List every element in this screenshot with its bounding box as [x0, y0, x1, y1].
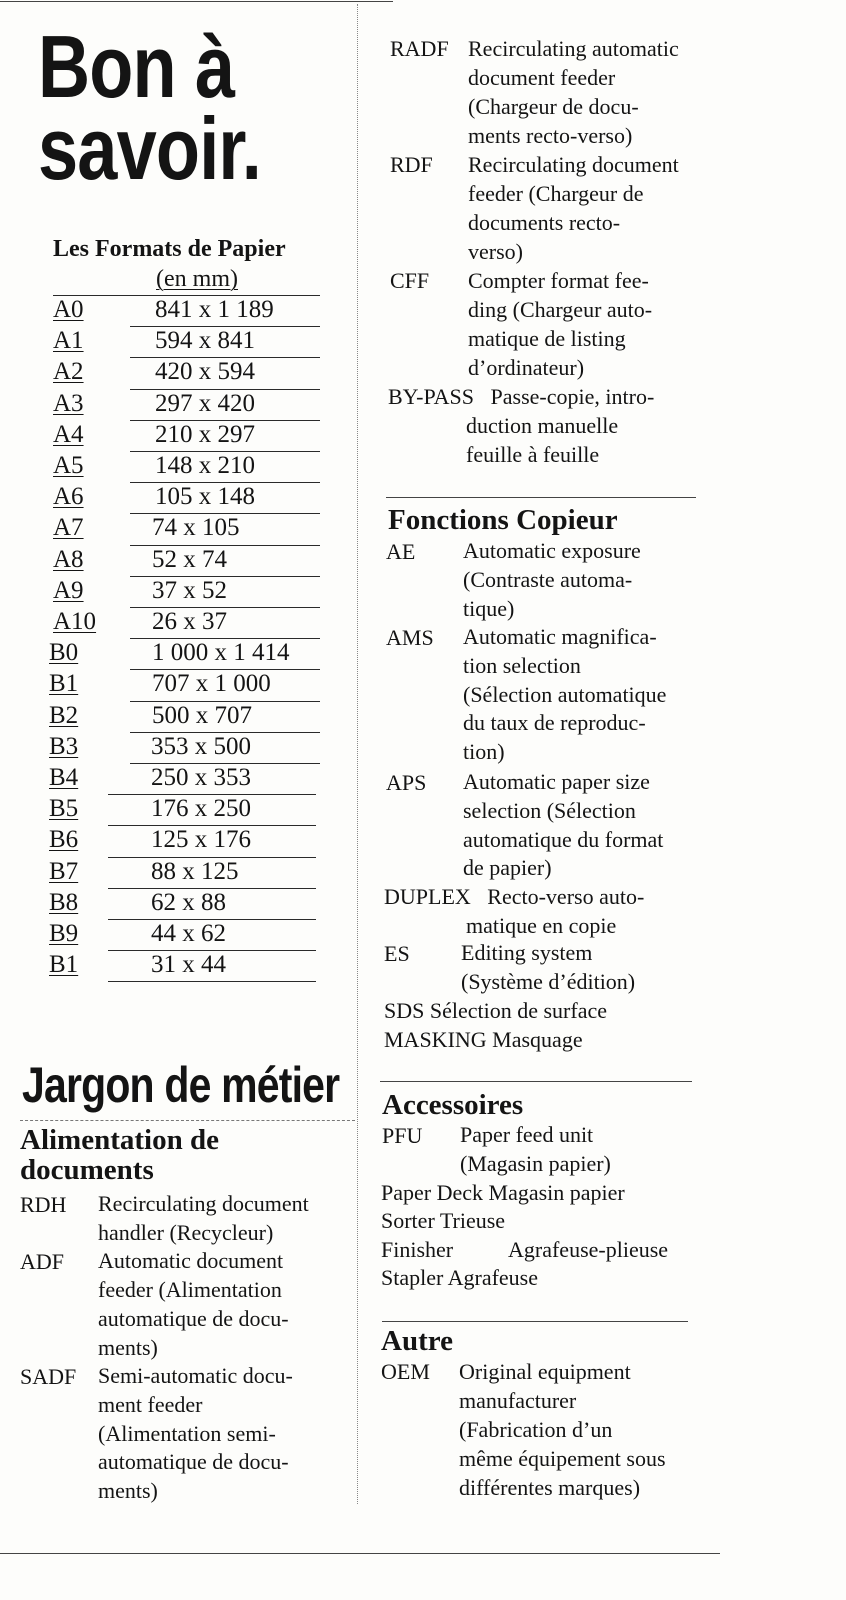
format-name: B8	[49, 888, 79, 916]
format-name: B1	[49, 951, 79, 979]
copier-entry	[386, 623, 726, 767]
copier-heading: Fonctions Copieur	[388, 504, 618, 536]
entry-line: Paper feed unit	[460, 1122, 594, 1147]
format-row	[53, 450, 322, 481]
pfu-lines	[382, 1121, 722, 1178]
format-size: 31 x 44	[151, 951, 226, 979]
bypass-abbr: BY-PASS	[388, 384, 475, 409]
jargon-title: Jargon de métier	[22, 1057, 340, 1113]
entry-abbr: SADF	[20, 1364, 77, 1390]
format-name: A9	[53, 576, 84, 604]
format-size: 37 x 52	[152, 576, 227, 604]
entry-line: tion selection	[463, 652, 581, 678]
entry-line: d’ordinateur)	[468, 355, 585, 380]
format-size: 125 x 176	[151, 826, 251, 854]
feeding-heading	[20, 1125, 219, 1185]
entry-line: feeder (Alimentation	[98, 1277, 282, 1303]
jargon-rule	[20, 1120, 355, 1121]
format-row	[53, 481, 322, 512]
entry-line: tion)	[463, 739, 505, 765]
entry-line: manufacturer	[459, 1388, 577, 1413]
entry-line: du taux de reproduc-	[463, 710, 646, 736]
formats-heading: Les Formats de Papier	[53, 236, 286, 262]
page-title	[38, 17, 261, 198]
entry-line: Recirculating document	[98, 1191, 309, 1216]
entry-abbr: AE	[386, 539, 416, 564]
bottom-rule	[0, 1553, 720, 1554]
es-lines	[384, 939, 724, 996]
format-name: A7	[53, 514, 84, 542]
format-row	[49, 762, 322, 793]
duplex-entry	[384, 882, 644, 911]
entry-line: Automatic exposure	[463, 538, 641, 563]
entry-line: Compter format fee-	[468, 268, 649, 293]
paper-deck-entry: Paper Deck Magasin papier	[381, 1180, 625, 1205]
format-size: 26 x 37	[152, 608, 227, 635]
entry-line: ment feeder	[98, 1391, 203, 1417]
copier-entry	[386, 768, 726, 883]
feeding-entry	[20, 1362, 360, 1506]
entry-line: Recirculating document	[468, 152, 679, 177]
format-row	[53, 294, 322, 325]
entry-line: même équipement sous	[459, 1446, 666, 1471]
format-size: 52 x 74	[152, 545, 227, 573]
format-row	[49, 668, 322, 699]
format-row	[49, 949, 322, 980]
entry-line: ding (Chargeur auto-	[468, 297, 653, 322]
entry-line: (Contraste automa-	[463, 566, 633, 592]
format-size: 44 x 62	[151, 920, 226, 947]
format-row	[53, 606, 322, 637]
entry-line: différentes marques)	[459, 1475, 641, 1500]
other-heading: Autre	[381, 1325, 453, 1357]
format-row	[49, 824, 322, 855]
entry-line: automatique de docu-	[98, 1305, 289, 1331]
top-rule	[0, 1, 393, 2]
stapler-entry: Stapler Agrafeuse	[381, 1265, 538, 1290]
entry-line: Editing system	[461, 940, 593, 965]
feeding-heading-line2: documents	[20, 1154, 154, 1186]
sds-entry: SDS Sélection de surface	[384, 998, 607, 1023]
entry-line: duction manuelle	[466, 413, 619, 438]
rule-copier	[386, 497, 696, 498]
finisher-label: Finisher	[381, 1237, 454, 1262]
format-size: 594 x 841	[155, 327, 255, 355]
duplex-lines	[384, 911, 724, 940]
entry-abbr: RADF	[390, 36, 449, 61]
format-size: 297 x 420	[155, 389, 255, 417]
format-size: 841 x 1 189	[155, 296, 274, 323]
format-name: B4	[49, 764, 79, 791]
format-row	[49, 793, 322, 824]
entry-abbr: PFU	[382, 1123, 423, 1148]
entry-line: Automatic paper size	[463, 769, 650, 794]
entry-abbr: ADF	[20, 1249, 65, 1275]
rule-accessories	[380, 1081, 692, 1082]
format-name: B2	[49, 701, 79, 729]
format-name: B5	[49, 795, 79, 823]
entry-line: selection (Sélection	[463, 797, 636, 823]
entry-line: Automatic document	[98, 1248, 284, 1274]
format-size: 420 x 594	[155, 358, 255, 386]
entry-line: automatique du format	[463, 826, 664, 852]
feeder-entry	[390, 34, 730, 150]
duplex-abbr: DUPLEX	[384, 884, 471, 909]
format-size: 210 x 297	[155, 420, 255, 448]
bypass-lines	[388, 411, 728, 469]
format-row	[53, 388, 322, 419]
page-title-line1: Bon à	[38, 17, 235, 116]
feeding-entry	[20, 1247, 360, 1362]
entry-abbr: ES	[384, 941, 410, 966]
entry-line: feuille à feuille	[466, 442, 600, 467]
format-row	[49, 887, 322, 918]
entry-line: (Fabrication d’un	[459, 1417, 613, 1442]
entry-abbr: RDH	[20, 1192, 67, 1217]
format-name: B1	[49, 670, 79, 698]
duplex-first-line: Recto-verso auto-	[487, 884, 645, 909]
format-row	[53, 356, 322, 387]
masking-entry: MASKING Masquage	[384, 1027, 583, 1052]
entry-abbr: OEM	[381, 1359, 430, 1384]
finisher-value: Agrafeuse-plieuse	[508, 1237, 669, 1262]
format-row	[49, 918, 322, 949]
format-size: 500 x 707	[152, 701, 252, 729]
format-name: A3	[53, 389, 84, 417]
entry-line: document feeder	[468, 65, 616, 90]
feeding-entry	[20, 1190, 360, 1247]
rule-other	[382, 1321, 688, 1322]
format-name: B3	[49, 732, 79, 760]
entry-line: Automatic magnifica-	[463, 624, 657, 649]
sorter-entry: Sorter Trieuse	[381, 1208, 506, 1233]
format-row	[53, 419, 322, 450]
bypass-entry	[388, 382, 654, 411]
oem-lines	[381, 1357, 721, 1502]
format-size: 353 x 500	[151, 732, 251, 760]
entry-line: ments)	[98, 1478, 158, 1503]
entry-line: automatique de docu-	[98, 1449, 289, 1475]
entry-abbr: APS	[386, 770, 427, 795]
entry-line: tique)	[463, 595, 515, 621]
format-row-rule	[108, 981, 316, 982]
accessories-heading: Accessoires	[382, 1089, 524, 1121]
format-name: A6	[53, 483, 84, 511]
page-title-line2: savoir.	[38, 99, 261, 198]
format-row	[49, 637, 322, 668]
format-row	[49, 856, 322, 887]
format-name: A8	[53, 545, 84, 573]
format-size: 105 x 148	[155, 483, 255, 511]
feeder-entry	[390, 150, 730, 266]
format-name: B9	[49, 920, 79, 947]
formats-unit: (en mm)	[156, 266, 238, 292]
entry-line: feeder (Chargeur de	[468, 181, 644, 206]
entry-line: Original equipment	[459, 1359, 631, 1384]
format-size: 1 000 x 1 414	[152, 639, 290, 667]
format-row	[53, 512, 322, 543]
copier-entry	[386, 537, 726, 623]
format-row	[53, 544, 322, 575]
entry-line: matique en copie	[466, 913, 617, 938]
format-size: 707 x 1 000	[152, 670, 271, 698]
format-name: B7	[49, 857, 79, 885]
format-size: 88 x 125	[151, 857, 239, 885]
entry-line: Semi-automatic docu-	[98, 1363, 293, 1389]
entry-line: matique de listing	[468, 326, 626, 351]
entry-line: (Chargeur de docu-	[468, 94, 639, 119]
format-row	[49, 700, 322, 731]
format-name: B0	[49, 639, 79, 667]
format-name: A4	[53, 420, 84, 448]
format-size: 62 x 88	[151, 888, 226, 916]
format-name: A2	[53, 358, 84, 386]
entry-line: (Sélection automatique	[463, 681, 667, 707]
entry-line: ments recto-verso)	[468, 123, 633, 148]
entry-line: (Magasin papier)	[460, 1150, 611, 1176]
entry-abbr: RDF	[390, 152, 433, 177]
entry-abbr: AMS	[386, 625, 434, 650]
format-row	[49, 731, 322, 762]
entry-line: verso)	[468, 239, 523, 264]
entry-line: handler (Recycleur)	[98, 1219, 274, 1245]
entry-line: de papier)	[463, 855, 552, 881]
format-name: A1	[53, 327, 84, 355]
entry-line: (Alimentation semi-	[98, 1420, 276, 1446]
format-name: A5	[53, 452, 84, 479]
format-size: 74 x 105	[152, 514, 240, 542]
format-size: 148 x 210	[155, 452, 255, 479]
format-size: 176 x 250	[151, 795, 251, 823]
entry-line: Recirculating automatic	[468, 36, 679, 61]
format-name: B6	[49, 826, 79, 854]
entry-line: documents recto-	[468, 210, 621, 235]
entry-line: (Système d’édition)	[461, 968, 636, 994]
format-row	[53, 325, 322, 356]
bypass-first-line: Passe-copie, intro-	[490, 384, 655, 409]
format-size: 250 x 353	[151, 764, 251, 791]
format-name: A10	[53, 608, 97, 635]
feeder-entry	[390, 266, 730, 382]
feeding-heading-line1: Alimentation de	[20, 1124, 219, 1156]
format-name: A0	[53, 296, 84, 323]
entry-line: ments)	[98, 1334, 158, 1360]
format-row	[53, 575, 322, 606]
entry-abbr: CFF	[390, 268, 430, 293]
